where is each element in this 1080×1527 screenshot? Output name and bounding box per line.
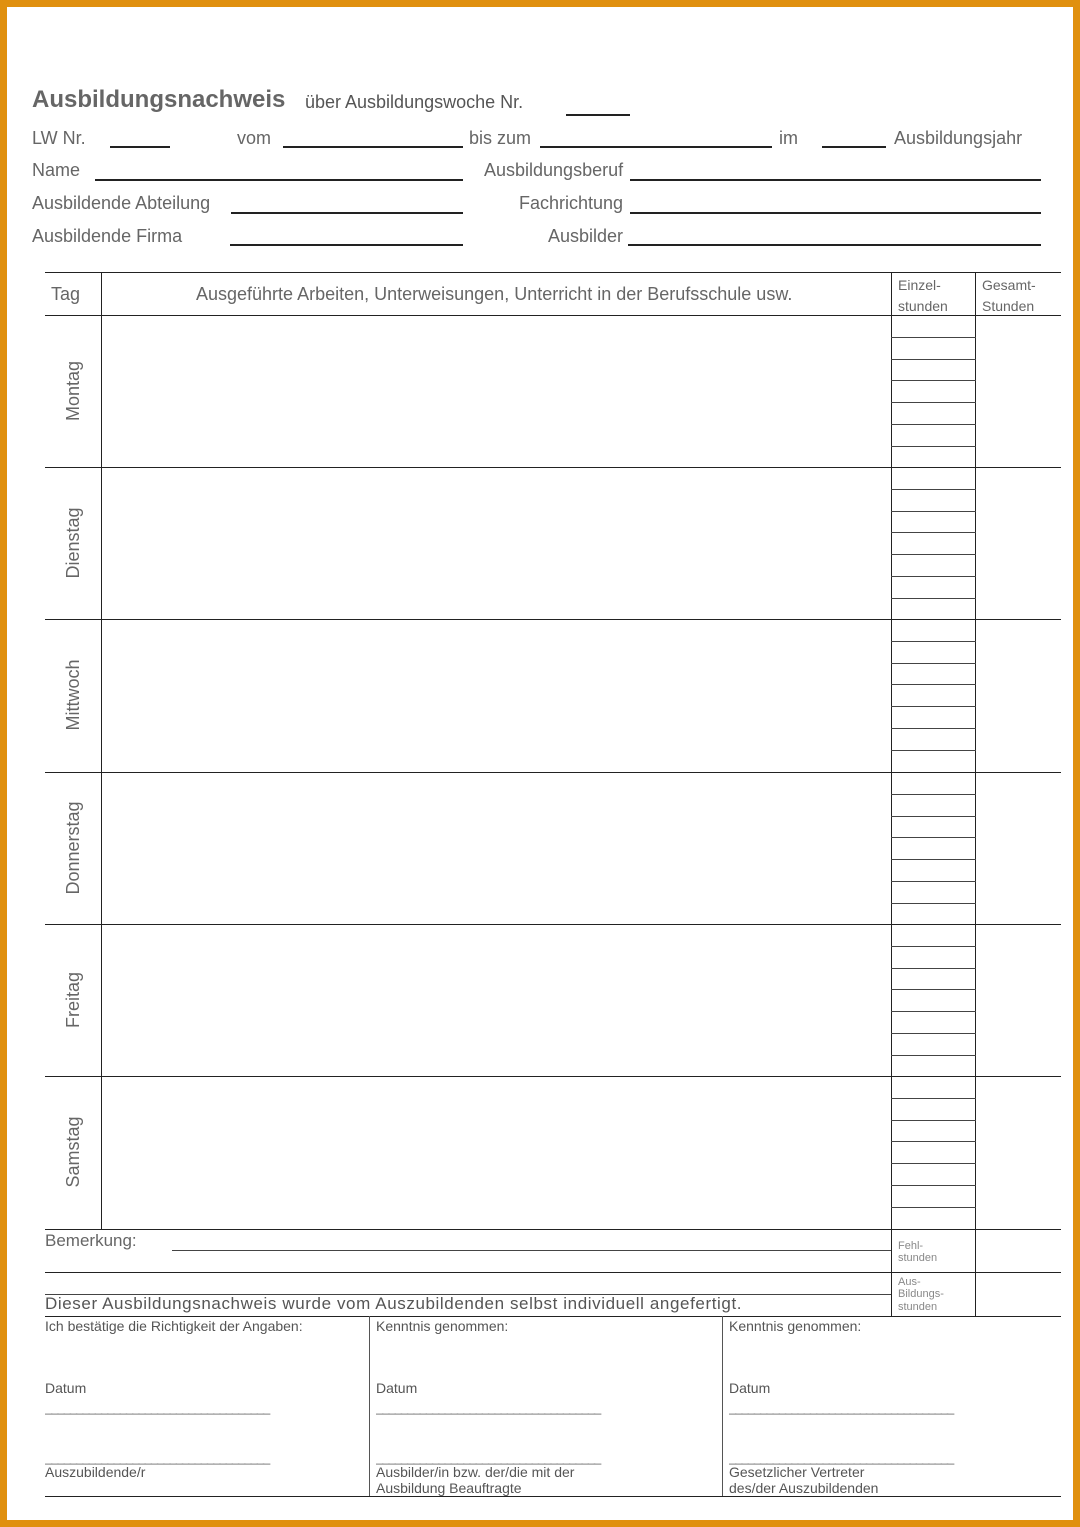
sig2-role-line1: Ausbilder/in bzw. der/die mit der bbox=[376, 1464, 575, 1480]
arbeiten-field-samstag[interactable] bbox=[103, 1078, 890, 1227]
sig1-role: Auszubildende/r bbox=[45, 1464, 146, 1480]
arbeiten-field-freitag[interactable] bbox=[103, 926, 890, 1075]
sig2-datum-line[interactable]: ____________________________________ bbox=[376, 1400, 601, 1415]
firma-field[interactable] bbox=[230, 244, 463, 246]
column-header-gesamt-line2: Stunden bbox=[982, 298, 1035, 314]
einzelstunden-cell-montag[interactable] bbox=[893, 381, 975, 401]
einzelstunden-cell-dienstag[interactable] bbox=[893, 490, 975, 510]
ausbildungsstunden-field[interactable] bbox=[977, 1274, 1060, 1315]
fachrichtung-field[interactable] bbox=[630, 212, 1041, 214]
woche-nr-field[interactable] bbox=[566, 114, 630, 116]
einzelstunden-cell-montag[interactable] bbox=[893, 316, 975, 336]
sig2-role-line2: Ausbildung Beauftragte bbox=[376, 1480, 522, 1496]
signature-divider-2 bbox=[722, 1316, 723, 1496]
fehlstunden-field[interactable] bbox=[977, 1231, 1060, 1271]
einzelstunden-cell-montag[interactable] bbox=[893, 338, 975, 358]
einzelstunden-cell-freitag[interactable] bbox=[893, 1034, 975, 1054]
document-subtitle: über Ausbildungswoche Nr. bbox=[305, 92, 524, 112]
einzelstunden-cell-freitag[interactable] bbox=[893, 990, 975, 1010]
day-label-samstag: Samstag bbox=[63, 1116, 83, 1188]
einzelstunden-cell-freitag[interactable] bbox=[893, 1056, 975, 1076]
gesamt-field-montag[interactable] bbox=[977, 317, 1060, 466]
einzelstunden-cell-dienstag[interactable] bbox=[893, 533, 975, 553]
fachrichtung-label: Fachrichtung bbox=[519, 193, 624, 213]
einzelstunden-cell-samstag[interactable] bbox=[893, 1186, 975, 1206]
einzelstunden-cell-freitag[interactable] bbox=[893, 1012, 975, 1032]
sig1-datum-label: Datum bbox=[45, 1380, 87, 1396]
einzelstunden-cell-donnerstag[interactable] bbox=[893, 904, 975, 924]
column-header-tag: Tag bbox=[51, 284, 81, 304]
einzelstunden-cell-freitag[interactable] bbox=[893, 925, 975, 945]
einzelstunden-cell-dienstag[interactable] bbox=[893, 599, 975, 619]
einzelstunden-cell-montag[interactable] bbox=[893, 403, 975, 423]
einzelstunden-cell-dienstag[interactable] bbox=[893, 512, 975, 532]
day-label-donnerstag: Donnerstag bbox=[63, 801, 83, 895]
einzelstunden-cell-samstag[interactable] bbox=[893, 1142, 975, 1162]
sig2-datum-label: Datum bbox=[376, 1380, 418, 1396]
gesamt-field-dienstag[interactable] bbox=[977, 469, 1060, 618]
sig3-kenntnis: Kenntnis genommen: bbox=[729, 1318, 862, 1334]
einzelstunden-cell-mittwoch[interactable] bbox=[893, 707, 975, 727]
einzelstunden-cell-samstag[interactable] bbox=[893, 1077, 975, 1097]
bis-zum-field[interactable] bbox=[540, 146, 772, 148]
gesamt-field-samstag[interactable] bbox=[977, 1078, 1060, 1227]
einzelstunden-cell-freitag[interactable] bbox=[893, 947, 975, 967]
lw-nr-label: LW Nr. bbox=[32, 128, 86, 148]
einzelstunden-cell-montag[interactable] bbox=[893, 425, 975, 445]
sig1-signature-line[interactable]: ____________________________________ bbox=[45, 1450, 270, 1465]
sig3-role-line2: des/der Auszubildenden bbox=[729, 1480, 879, 1496]
einzelstunden-cell-samstag[interactable] bbox=[893, 1164, 975, 1184]
day-label-freitag: Freitag bbox=[63, 971, 83, 1029]
ausbildungsstunden-label-line1: Aus- bbox=[898, 1276, 921, 1288]
document-title: Ausbildungsnachweis bbox=[32, 86, 286, 113]
sig2-kenntnis: Kenntnis genommen: bbox=[376, 1318, 509, 1334]
einzelstunden-cell-donnerstag[interactable] bbox=[893, 773, 975, 793]
einzelstunden-cell-mittwoch[interactable] bbox=[893, 729, 975, 749]
ausbildungsjahr-label: Ausbildungsjahr bbox=[894, 128, 1023, 148]
fehlstunden-label-line1: Fehl- bbox=[898, 1240, 924, 1252]
im-label: im bbox=[779, 128, 798, 148]
row-divider-samstag bbox=[45, 1229, 1061, 1230]
einzelstunden-cell-donnerstag[interactable] bbox=[893, 795, 975, 815]
ausbildungsberuf-field[interactable] bbox=[630, 179, 1041, 181]
signature-top-border bbox=[45, 1316, 1061, 1317]
abteilung-field[interactable] bbox=[231, 212, 463, 214]
einzelstunden-cell-montag[interactable] bbox=[893, 360, 975, 380]
bemerkung-divider bbox=[45, 1272, 1061, 1273]
lw-nr-field[interactable] bbox=[110, 146, 170, 148]
gesamt-field-mittwoch[interactable] bbox=[977, 621, 1060, 770]
column-header-einzel-line2: stunden bbox=[898, 298, 948, 314]
einzelstunden-cell-dienstag[interactable] bbox=[893, 468, 975, 488]
sig3-signature-line[interactable]: ____________________________________ bbox=[729, 1450, 954, 1465]
einzelstunden-cell-donnerstag[interactable] bbox=[893, 817, 975, 837]
einzelstunden-cell-mittwoch[interactable] bbox=[893, 664, 975, 684]
einzelstunden-cell-samstag[interactable] bbox=[893, 1099, 975, 1119]
sig3-datum-line[interactable]: ____________________________________ bbox=[729, 1400, 954, 1415]
einzelstunden-cell-mittwoch[interactable] bbox=[893, 620, 975, 640]
gesamt-field-freitag[interactable] bbox=[977, 926, 1060, 1075]
ausbildungsstunden-label-line2: Bildungs- bbox=[898, 1288, 944, 1300]
sig3-datum-label: Datum bbox=[729, 1380, 771, 1396]
signature-divider-1 bbox=[369, 1316, 370, 1496]
einzelstunden-cell-mittwoch[interactable] bbox=[893, 642, 975, 662]
einzelstunden-cell-dienstag[interactable] bbox=[893, 577, 975, 597]
gesamt-field-donnerstag[interactable] bbox=[977, 774, 1060, 923]
fehlstunden-label-line2: stunden bbox=[898, 1252, 938, 1264]
einzelstunden-cell-mittwoch[interactable] bbox=[893, 751, 975, 771]
bis-zum-label: bis zum bbox=[469, 128, 532, 148]
day-label-dienstag: Dienstag bbox=[63, 507, 83, 579]
arbeiten-field-montag[interactable] bbox=[103, 317, 890, 466]
day-label-mittwoch: Mittwoch bbox=[63, 659, 83, 731]
einzelstunden-cell-samstag[interactable] bbox=[893, 1121, 975, 1141]
vom-field[interactable] bbox=[283, 146, 463, 148]
einzelstunden-cell-samstag[interactable] bbox=[893, 1208, 975, 1228]
einzelstunden-cell-montag[interactable] bbox=[893, 447, 975, 467]
einzelstunden-cell-donnerstag[interactable] bbox=[893, 882, 975, 902]
tag-column-divider bbox=[101, 272, 102, 1229]
einzelstunden-cell-donnerstag[interactable] bbox=[893, 838, 975, 858]
name-label: Name bbox=[32, 160, 81, 180]
arbeiten-field-donnerstag[interactable] bbox=[103, 774, 890, 923]
eigenstaendigkeit-statement: Dieser Ausbildungsnachweis wurde vom Auszubildenden selbst individuell angefertigt. bbox=[45, 1294, 743, 1313]
im-field[interactable] bbox=[822, 146, 886, 148]
sig3-role-line1: Gesetzlicher Vertreter bbox=[729, 1464, 865, 1480]
einzelstunden-cell-dienstag[interactable] bbox=[893, 555, 975, 575]
ausbilder-field[interactable] bbox=[628, 244, 1041, 246]
firma-label: Ausbildende Firma bbox=[32, 226, 183, 246]
name-field[interactable] bbox=[95, 179, 463, 181]
sig2-signature-line[interactable]: ____________________________________ bbox=[376, 1450, 601, 1465]
day-label-montag: Montag bbox=[63, 360, 83, 422]
ausbildungsstunden-label-line3: stunden bbox=[898, 1301, 938, 1313]
einzelstunden-cell-mittwoch[interactable] bbox=[893, 685, 975, 705]
column-header-gesamt-line1: Gesamt- bbox=[982, 277, 1036, 293]
vom-label: vom bbox=[237, 128, 272, 148]
bemerkung-line-1[interactable] bbox=[172, 1250, 891, 1251]
table-top-border bbox=[45, 272, 1061, 273]
bemerkung-label: Bemerkung: bbox=[45, 1231, 137, 1250]
sig1-datum-line[interactable]: ____________________________________ bbox=[45, 1400, 270, 1415]
einzelstunden-cell-donnerstag[interactable] bbox=[893, 860, 975, 880]
column-header-einzel-line1: Einzel- bbox=[898, 277, 941, 293]
ausbilder-label: Ausbilder bbox=[548, 226, 624, 246]
ausbildungsberuf-label: Ausbildungsberuf bbox=[484, 160, 624, 180]
signature-bottom-border bbox=[45, 1496, 1061, 1497]
abteilung-label: Ausbildende Abteilung bbox=[32, 193, 211, 213]
sig1-confirmation: Ich bestätige die Richtigkeit der Angaben: bbox=[45, 1318, 303, 1334]
arbeiten-field-mittwoch[interactable] bbox=[103, 621, 890, 770]
column-header-arbeiten: Ausgeführte Arbeiten, Unterweisungen, Unterricht in der Berufsschule usw. bbox=[196, 284, 793, 304]
einzelstunden-cell-freitag[interactable] bbox=[893, 969, 975, 989]
arbeiten-field-dienstag[interactable] bbox=[103, 469, 890, 618]
